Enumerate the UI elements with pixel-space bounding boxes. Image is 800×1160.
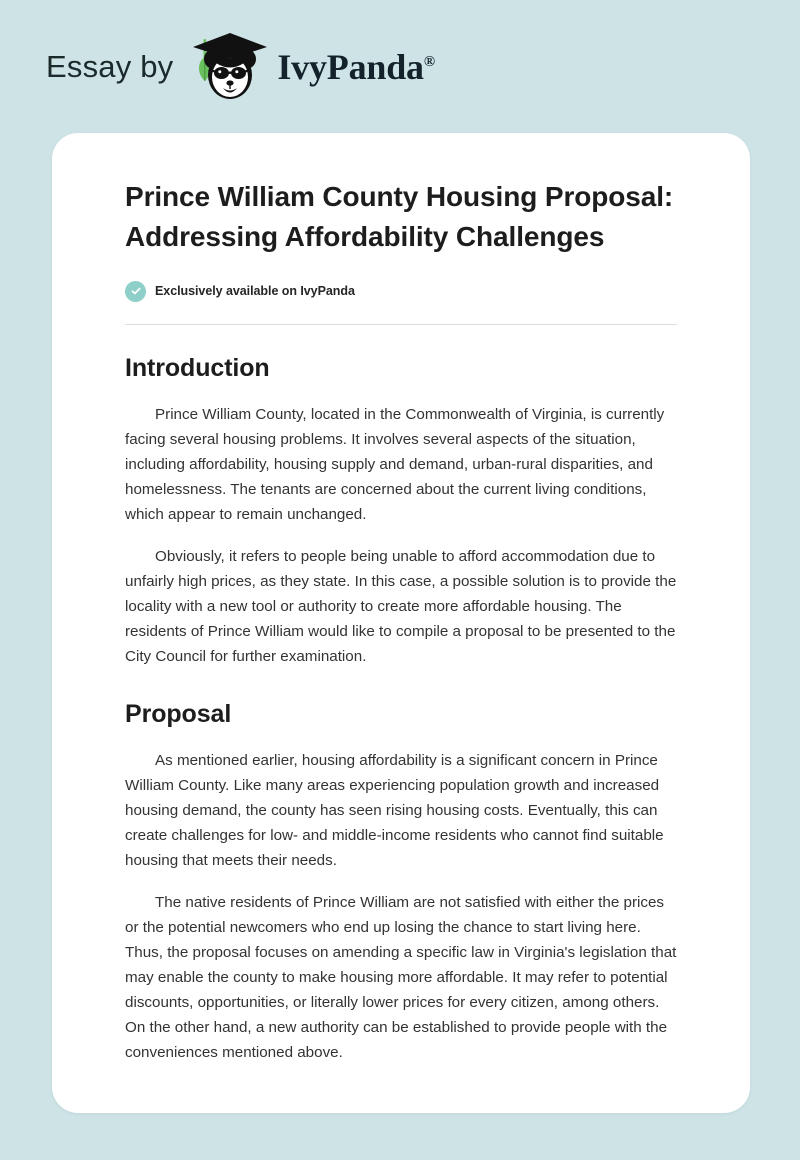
panda-graduate-logo-icon xyxy=(183,29,275,105)
page-header xyxy=(0,0,800,133)
paragraph: As mentioned earlier, housing affordability is a significant concern in Prince William County. Like many areas experiencing population growth and increased housing demand, the county has seen rising housing costs. Eventually, this can create challenges for low- and middle-income residents who cannot find suitable housing that meets their needs. xyxy=(125,752,664,869)
document-card xyxy=(52,133,750,1113)
paragraph: Prince William County, located in the Commonwealth of Virginia, is currently facing several housing problems. It involves several aspects of the situation, including affordability, housing supply and demand, urban-rural disparities, and homelessness. The tenants are concerned about the current living conditions, which appear to remain unchanged. xyxy=(125,405,665,523)
paragraph: Obviously, it refers to people being unable to afford accommodation due to unfairly high prices, as they state. In this case, a possible solution is to provide the locality with a new tool or authority to create more affordable housing. The residents of Prince William would like to compile a proposal to be presented to the City Council for further examination. xyxy=(125,547,677,665)
section-proposal xyxy=(125,699,677,1065)
page-title: Prince William County Housing Proposal: Addressing Affordability Challenges xyxy=(125,181,674,252)
ivypanda-logo[interactable] xyxy=(183,29,434,105)
section-heading-introduction: Introduction xyxy=(125,353,270,382)
essay-by-label: Essay by xyxy=(46,49,174,84)
section-heading-proposal: Proposal xyxy=(125,699,232,728)
title-divider xyxy=(125,324,677,325)
brand-lockup[interactable] xyxy=(46,29,435,105)
section-introduction xyxy=(125,353,677,669)
paragraph: The native residents of Prince William are not satisfied with either the prices or the potential newcomers who end up losing the chance to start living here. Thus, the proposal focuses on amending a specific law in Virginia's legislation that may enable the county to make housing more affordable. It may refer to potential discounts, opportunities, or literally lower prices for every citizen, among others. On the other hand, a new authority can be established to provide people with the conveniences mentioned above. xyxy=(125,894,677,1061)
check-circle-icon xyxy=(125,281,146,302)
exclusivity-badge xyxy=(125,281,677,302)
ivypanda-wordmark: IvyPanda® xyxy=(277,46,435,87)
exclusivity-badge-label: Exclusively available on IvyPanda xyxy=(155,284,355,298)
